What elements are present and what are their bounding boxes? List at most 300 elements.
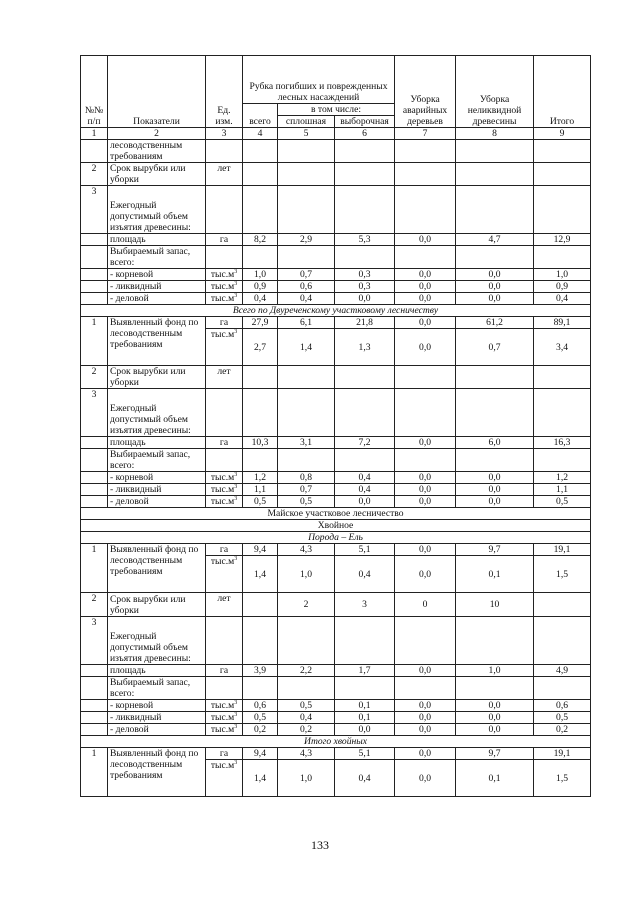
table-cell: 0,1 xyxy=(456,760,534,797)
section-row xyxy=(81,508,591,520)
header-illiquid: Уборка неликвидной древесины xyxy=(456,56,534,128)
table-cell xyxy=(456,140,534,163)
table-cell: Срок вырубки или уборки xyxy=(108,593,206,617)
table-cell: Срок вырубки или уборки xyxy=(108,163,206,186)
table-row xyxy=(81,293,591,305)
row-label: Выявленный фонд по лесоводственным требованиям xyxy=(108,748,206,797)
table-cell: 0,1 xyxy=(335,712,395,724)
table-cell: 0,0 xyxy=(395,269,456,281)
table-cell: 3,1 xyxy=(278,437,335,449)
table-cell xyxy=(456,617,534,665)
table-cell: 0,5 xyxy=(534,496,591,508)
table-cell xyxy=(335,449,395,472)
table-cell: 1,0 xyxy=(456,665,534,677)
table-cell xyxy=(395,186,456,234)
table-cell xyxy=(243,389,278,437)
table-row xyxy=(81,234,591,246)
cubic-superscript: 3 xyxy=(234,711,238,718)
unit-text: тыс.м xyxy=(210,712,235,723)
table-cell xyxy=(243,186,278,234)
table-cell: 61,2 xyxy=(456,317,534,329)
table-cell: 1,3 xyxy=(335,329,395,366)
table-cell xyxy=(81,496,108,508)
table-cell: 0,0 xyxy=(395,317,456,329)
table-cell: - корневой xyxy=(108,472,206,484)
table-cell: 2,7 xyxy=(243,329,278,366)
table-cell xyxy=(534,186,591,234)
table-cell: - деловой xyxy=(108,293,206,305)
table-cell xyxy=(278,617,335,665)
row-number: 1 xyxy=(81,544,108,593)
table-cell xyxy=(335,366,395,389)
header-unit: Ед. изм. xyxy=(206,56,243,128)
table-cell: 1,1 xyxy=(243,484,278,496)
table-cell xyxy=(243,593,278,617)
table-cell xyxy=(206,472,243,484)
table-cell: лет xyxy=(206,593,243,617)
table-cell xyxy=(206,246,243,269)
column-number-row xyxy=(81,128,591,140)
table-row xyxy=(81,712,591,724)
column-number: 3 xyxy=(206,128,243,140)
table-cell: 4,9 xyxy=(534,665,591,677)
table-cell: 1,1 xyxy=(534,484,591,496)
table-cell: - ликвидный xyxy=(108,281,206,293)
table-cell: 0,0 xyxy=(395,712,456,724)
row-number: 1 xyxy=(81,317,108,366)
table-cell: 0,7 xyxy=(456,329,534,366)
table-cell xyxy=(243,246,278,269)
cubic-superscript: 3 xyxy=(234,759,238,766)
table-cell: - ликвидный xyxy=(108,484,206,496)
section-title: Хвойное xyxy=(81,520,591,532)
table-cell xyxy=(335,163,395,186)
section-row xyxy=(81,736,591,748)
table-cell: 0,9 xyxy=(243,281,278,293)
table-cell xyxy=(81,677,108,700)
table-cell: 0,5 xyxy=(534,712,591,724)
table-cell: 0,0 xyxy=(456,700,534,712)
table-cell: га xyxy=(206,544,243,556)
table-cell xyxy=(206,712,243,724)
table-cell xyxy=(206,617,243,665)
table-row xyxy=(81,140,591,163)
section-row xyxy=(81,532,591,544)
table-row xyxy=(81,317,591,329)
table-cell: 4,3 xyxy=(278,748,335,760)
table-cell: 0,0 xyxy=(395,544,456,556)
table-cell: 0 xyxy=(395,593,456,617)
table-cell: 2 xyxy=(81,163,108,186)
table-cell: 0,0 xyxy=(456,281,534,293)
table-row xyxy=(81,496,591,508)
unit-text: тыс.м xyxy=(210,281,235,292)
header-total: всего xyxy=(243,104,278,128)
table-cell xyxy=(456,186,534,234)
unit-text: тыс.м xyxy=(210,329,235,340)
table-cell xyxy=(456,389,534,437)
table-row xyxy=(81,437,591,449)
table-cell: 0,5 xyxy=(278,496,335,508)
table-cell: 4,3 xyxy=(278,544,335,556)
table-cell xyxy=(81,246,108,269)
table-cell xyxy=(278,246,335,269)
table-cell xyxy=(395,246,456,269)
table-cell: площадь xyxy=(108,234,206,246)
table-cell: 1,4 xyxy=(278,329,335,366)
table-cell xyxy=(206,281,243,293)
table-cell: 10 xyxy=(456,593,534,617)
header-selective: выборочная xyxy=(335,116,395,128)
table-cell xyxy=(278,389,335,437)
table-cell xyxy=(81,484,108,496)
table-cell xyxy=(243,163,278,186)
column-number: 6 xyxy=(335,128,395,140)
row-label: Выявленный фонд по лесоводственным требованиям xyxy=(108,544,206,593)
table-cell xyxy=(206,269,243,281)
table-cell: 2,9 xyxy=(278,234,335,246)
table-cell: 0,4 xyxy=(335,760,395,797)
table-cell: 0,6 xyxy=(278,281,335,293)
table-cell: Выбираемый запас, всего: xyxy=(108,449,206,472)
table-cell: 0,2 xyxy=(534,724,591,736)
table-cell xyxy=(534,677,591,700)
table-cell: 19,1 xyxy=(534,748,591,760)
table-cell xyxy=(81,437,108,449)
table-cell: 0,7 xyxy=(278,484,335,496)
table-cell xyxy=(534,449,591,472)
table-cell: 0,0 xyxy=(395,760,456,797)
table-cell: 5,1 xyxy=(335,544,395,556)
table-cell: 0,3 xyxy=(335,281,395,293)
column-number: 8 xyxy=(456,128,534,140)
forest-felling-table xyxy=(80,55,591,797)
table-cell: 0,4 xyxy=(278,293,335,305)
table-cell: 2 xyxy=(81,593,108,617)
table-cell xyxy=(534,163,591,186)
table-cell xyxy=(395,366,456,389)
table-cell: Выбираемый запас, всего: xyxy=(108,677,206,700)
table-cell: 0,0 xyxy=(456,269,534,281)
table-cell: 0,4 xyxy=(243,293,278,305)
cubic-superscript: 3 xyxy=(234,483,238,490)
column-number: 7 xyxy=(395,128,456,140)
table-cell: 8,2 xyxy=(243,234,278,246)
table-cell xyxy=(81,140,108,163)
table-cell: 1,0 xyxy=(534,269,591,281)
table-cell: 89,1 xyxy=(534,317,591,329)
table-row xyxy=(81,617,591,665)
section-title: Майское участковое лесничество xyxy=(81,508,591,520)
table-row xyxy=(81,246,591,269)
table-cell: 1,4 xyxy=(243,760,278,797)
cubic-superscript: 3 xyxy=(234,495,238,502)
table-cell xyxy=(534,366,591,389)
cubic-superscript: 3 xyxy=(234,699,238,706)
table-cell: 0,2 xyxy=(243,724,278,736)
table-cell xyxy=(206,389,243,437)
table-cell: 10,3 xyxy=(243,437,278,449)
table-cell xyxy=(81,269,108,281)
table-cell: 21,8 xyxy=(335,317,395,329)
table-cell xyxy=(206,140,243,163)
table-cell xyxy=(335,140,395,163)
table-cell: 0,0 xyxy=(335,496,395,508)
table-cell: лет xyxy=(206,163,243,186)
table-cell: 0,0 xyxy=(395,496,456,508)
column-number: 1 xyxy=(81,128,108,140)
table-cell: 19,1 xyxy=(534,544,591,556)
cubic-superscript: 3 xyxy=(234,555,238,562)
cubic-superscript: 3 xyxy=(234,328,238,335)
table-row xyxy=(81,163,591,186)
header-itogo: Итого xyxy=(534,56,591,128)
table-cell xyxy=(206,329,243,366)
header-emergency: Уборка аварийных деревьев xyxy=(395,56,456,128)
table-cell: 12,9 xyxy=(534,234,591,246)
table-cell: га xyxy=(206,748,243,760)
table-cell: 0,0 xyxy=(456,472,534,484)
table-cell: 0,0 xyxy=(395,293,456,305)
table-cell: - корневой xyxy=(108,700,206,712)
table-cell xyxy=(206,556,243,593)
table-cell: 0,4 xyxy=(335,472,395,484)
table-row xyxy=(81,544,591,556)
table-cell xyxy=(278,449,335,472)
table-cell: 0,0 xyxy=(395,700,456,712)
table-cell: 9,4 xyxy=(243,748,278,760)
table-row xyxy=(81,593,591,617)
table-cell xyxy=(278,163,335,186)
table-cell xyxy=(534,593,591,617)
table-row xyxy=(81,472,591,484)
table-row xyxy=(81,449,591,472)
table-cell: 9,4 xyxy=(243,544,278,556)
table-cell: 0,4 xyxy=(278,712,335,724)
table-cell: 16,3 xyxy=(534,437,591,449)
table-cell xyxy=(395,140,456,163)
table-cell xyxy=(81,293,108,305)
table-cell: 0,0 xyxy=(395,748,456,760)
table-cell xyxy=(395,389,456,437)
table-cell xyxy=(81,712,108,724)
table-cell: 0,1 xyxy=(335,700,395,712)
table-cell: 0,0 xyxy=(395,234,456,246)
header-including: в том числе: xyxy=(278,104,395,116)
table-cell: 1,0 xyxy=(278,760,335,797)
table-cell: 0,0 xyxy=(456,484,534,496)
table-cell xyxy=(206,760,243,797)
page-number: 133 xyxy=(311,838,329,852)
cubic-superscript: 3 xyxy=(234,723,238,730)
table-row xyxy=(81,366,591,389)
table-row xyxy=(81,724,591,736)
table-cell: 0,0 xyxy=(456,712,534,724)
table-cell: 3 xyxy=(81,389,108,437)
table-cell xyxy=(81,700,108,712)
unit-text: тыс.м xyxy=(210,269,235,280)
table-cell: га xyxy=(206,234,243,246)
unit-text: тыс.м xyxy=(210,472,235,483)
section-title: Порода – Ель xyxy=(81,532,591,544)
table-cell: Срок вырубки или уборки xyxy=(108,366,206,389)
table-cell: 1,5 xyxy=(534,760,591,797)
table-cell xyxy=(278,186,335,234)
table-cell xyxy=(206,724,243,736)
table-row xyxy=(81,269,591,281)
table-cell: лесоводственным требованиям xyxy=(108,140,206,163)
table-cell: 3,9 xyxy=(243,665,278,677)
table-cell: 0,0 xyxy=(456,724,534,736)
cubic-superscript: 3 xyxy=(234,292,238,299)
table-cell xyxy=(395,163,456,186)
table-cell: 0,0 xyxy=(395,281,456,293)
table-cell: 0,0 xyxy=(395,472,456,484)
document-page xyxy=(80,55,590,797)
row-label: Выявленный фонд по лесоводственным требованиям xyxy=(108,317,206,366)
table-cell: 0,0 xyxy=(456,496,534,508)
table-cell xyxy=(456,366,534,389)
table-cell xyxy=(395,449,456,472)
table-cell: 0,0 xyxy=(456,293,534,305)
table-cell xyxy=(335,186,395,234)
table-cell xyxy=(81,281,108,293)
table-cell: 0,0 xyxy=(395,437,456,449)
table-cell: 0,5 xyxy=(243,496,278,508)
table-cell: 0,0 xyxy=(335,724,395,736)
cubic-superscript: 3 xyxy=(234,471,238,478)
table-cell xyxy=(206,496,243,508)
table-cell xyxy=(534,140,591,163)
table-cell xyxy=(206,293,243,305)
column-number: 5 xyxy=(278,128,335,140)
table-cell xyxy=(81,449,108,472)
unit-text: тыс.м xyxy=(210,556,235,567)
table-cell xyxy=(335,677,395,700)
table-cell xyxy=(456,163,534,186)
table-cell: 0,0 xyxy=(395,556,456,593)
table-row xyxy=(81,700,591,712)
section-title: Итого хвойных xyxy=(81,736,591,748)
table-cell xyxy=(335,246,395,269)
table-cell xyxy=(335,617,395,665)
table-cell: - ликвидный xyxy=(108,712,206,724)
table-cell: 0,5 xyxy=(243,712,278,724)
table-cell: 5,3 xyxy=(335,234,395,246)
table-cell: - деловой xyxy=(108,724,206,736)
table-cell: га xyxy=(206,317,243,329)
column-number: 4 xyxy=(243,128,278,140)
table-cell: 1,4 xyxy=(243,556,278,593)
unit-text: тыс.м xyxy=(210,724,235,735)
unit-text: тыс.м xyxy=(210,484,235,495)
table-cell: 0,0 xyxy=(335,293,395,305)
header-num: №№ п/п xyxy=(81,56,108,128)
table-cell xyxy=(534,389,591,437)
table-cell: 2,2 xyxy=(278,665,335,677)
table-cell: 0,6 xyxy=(243,700,278,712)
table-cell: 3 xyxy=(81,617,108,665)
table-cell: 1,2 xyxy=(243,472,278,484)
table-cell: Ежегодный допустимый объем изъятия древесины: xyxy=(108,186,206,234)
table-cell xyxy=(243,366,278,389)
row-number: 1 xyxy=(81,748,108,797)
table-cell: 0,0 xyxy=(395,724,456,736)
table-cell: Ежегодный допустимый объем изъятия древесины: xyxy=(108,389,206,437)
table-cell xyxy=(243,617,278,665)
table-cell xyxy=(278,140,335,163)
table-cell xyxy=(206,700,243,712)
table-row xyxy=(81,665,591,677)
table-cell: - корневой xyxy=(108,269,206,281)
table-cell xyxy=(243,677,278,700)
header-felling-group: Рубка погибших и поврежденных лесных насаждений xyxy=(243,56,395,104)
table-cell xyxy=(395,677,456,700)
table-cell: 2 xyxy=(81,366,108,389)
column-number: 9 xyxy=(534,128,591,140)
table-cell xyxy=(206,677,243,700)
table-cell xyxy=(534,617,591,665)
table-cell: 0,3 xyxy=(335,269,395,281)
table-cell xyxy=(456,449,534,472)
header-clear: сплошная xyxy=(278,116,335,128)
table-cell xyxy=(81,665,108,677)
table-row xyxy=(81,484,591,496)
table-cell: 2 xyxy=(278,593,335,617)
section-title: Всего по Двуреченскому участковому лесничеству xyxy=(81,305,591,317)
cubic-superscript: 3 xyxy=(234,268,238,275)
column-number: 2 xyxy=(108,128,206,140)
table-cell xyxy=(206,449,243,472)
table-row xyxy=(81,677,591,700)
section-row xyxy=(81,305,591,317)
table-cell: Выбираемый запас, всего: xyxy=(108,246,206,269)
table-cell xyxy=(534,246,591,269)
table-cell: Ежегодный допустимый объем изъятия древесины: xyxy=(108,617,206,665)
table-cell: 4,7 xyxy=(456,234,534,246)
table-cell xyxy=(456,677,534,700)
table-cell xyxy=(81,472,108,484)
table-cell: 6,1 xyxy=(278,317,335,329)
header-indicators: Показатели xyxy=(108,56,206,128)
table-cell: 0,4 xyxy=(335,556,395,593)
table-row xyxy=(81,748,591,760)
table-cell: - деловой xyxy=(108,496,206,508)
table-cell xyxy=(278,677,335,700)
table-cell: площадь xyxy=(108,437,206,449)
table-cell: 0,0 xyxy=(395,484,456,496)
table-row xyxy=(81,186,591,234)
table-cell: 1,5 xyxy=(534,556,591,593)
section-row xyxy=(81,520,591,532)
table-cell: 3 xyxy=(81,186,108,234)
table-cell xyxy=(206,186,243,234)
table-cell: га xyxy=(206,665,243,677)
table-cell: 1,2 xyxy=(534,472,591,484)
table-cell xyxy=(206,484,243,496)
table-cell xyxy=(243,140,278,163)
table-cell xyxy=(81,724,108,736)
table-cell: 0,7 xyxy=(278,269,335,281)
table-cell xyxy=(278,366,335,389)
table-row xyxy=(81,389,591,437)
table-cell: 0,0 xyxy=(395,665,456,677)
table-cell: 0,5 xyxy=(278,700,335,712)
table-cell xyxy=(81,234,108,246)
table-cell: 3,4 xyxy=(534,329,591,366)
table-cell: 1,0 xyxy=(243,269,278,281)
unit-text: тыс.м xyxy=(210,496,235,507)
